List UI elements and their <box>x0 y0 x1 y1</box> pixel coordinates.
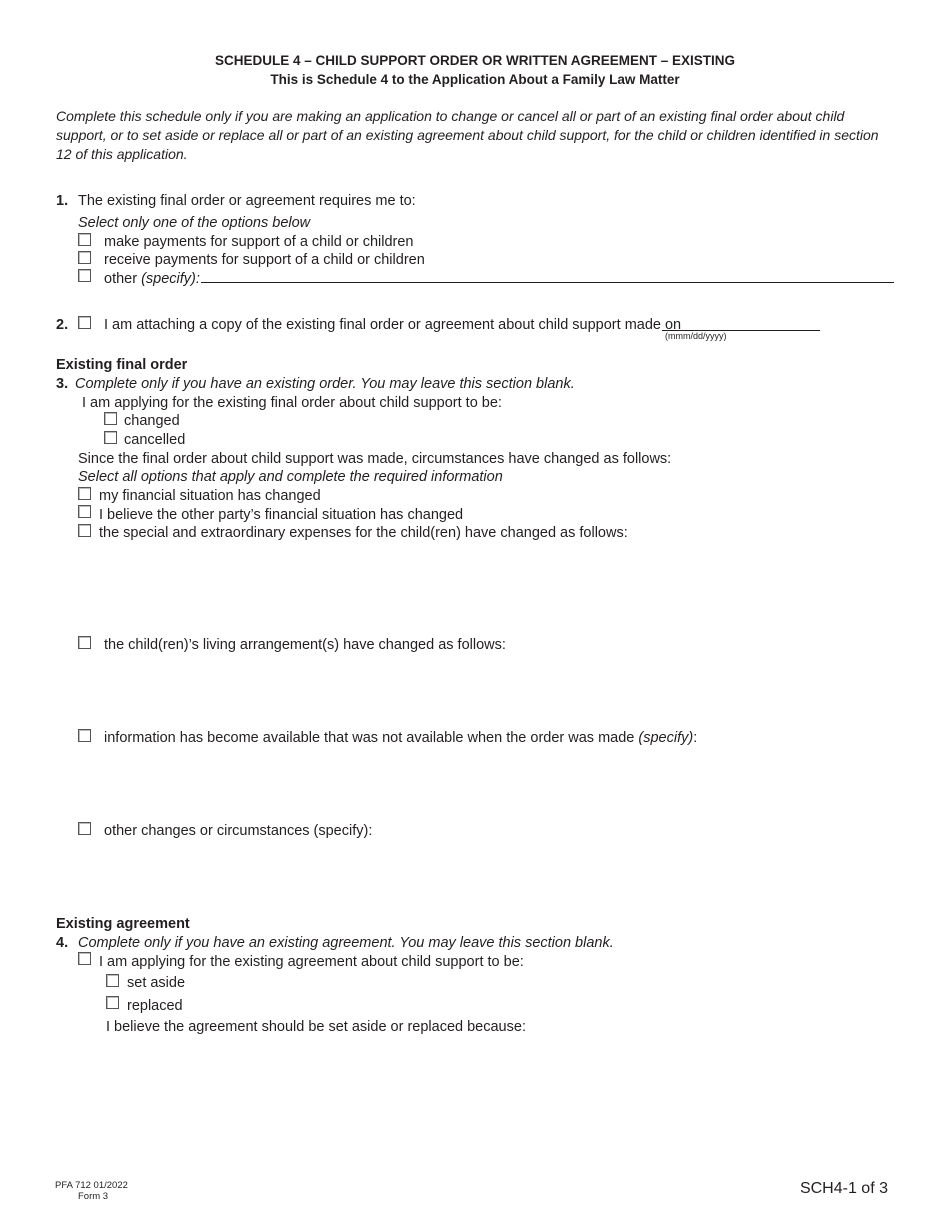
section4-because: I believe the agreement should be set aside or replaced because: <box>106 1019 526 1035</box>
change-new-information-label: information has become available that was not available when the order was made <box>104 730 635 746</box>
form-title: SCHEDULE 4 – CHILD SUPPORT ORDER OR WRITTEN AGREEMENT – EXISTING <box>214 53 736 68</box>
checkbox-set-aside[interactable] <box>106 974 119 987</box>
checkbox-attaching-copy[interactable] <box>78 316 91 329</box>
change-new-information-specify: (specify) <box>638 730 694 746</box>
section3-since: Since the final order about child support was made, circumstances have changed as follows: <box>78 451 672 467</box>
section1-instruction: Select only one of the options below <box>78 215 311 231</box>
section3-number: 3. <box>56 376 69 392</box>
intro-text: Complete this schedule only if you are making an application to change or cancel all or part of an existing final order about child support, or to set aside or replace all or part of an existing agreement about child support, for the child or children identified in section 12 of this application. <box>56 108 879 162</box>
section4-applying: I am applying for the existing agreement about child support to be: <box>99 954 524 970</box>
change-new-information-colon: : <box>693 730 698 746</box>
option-other-specify: (specify): <box>141 271 200 287</box>
checkbox-receive-payments[interactable] <box>78 251 91 264</box>
section1-number: 1. <box>56 193 69 209</box>
section2-text: I am attaching a copy of the existing final order or agreement about child support made on <box>104 317 682 333</box>
change-my-financial: my financial situation has changed <box>99 488 321 504</box>
checkbox-replaced[interactable] <box>106 996 119 1009</box>
option-order-cancelled: cancelled <box>124 432 186 448</box>
section3-select-all: Select all options that apply and complete the required information <box>78 469 503 485</box>
checkbox-order-cancelled[interactable] <box>104 431 117 444</box>
section4-number: 4. <box>56 935 69 951</box>
section4-heading: Existing agreement <box>56 916 190 932</box>
option-set-aside: set aside <box>127 975 186 991</box>
checkbox-make-payments[interactable] <box>78 233 91 246</box>
checkbox-living-arrangements[interactable] <box>78 636 91 649</box>
change-new-information <box>104 730 697 746</box>
option-other <box>104 271 200 287</box>
checkbox-applying-agreement[interactable] <box>78 952 91 965</box>
checkbox-order-changed[interactable] <box>104 412 117 425</box>
option-make-payments: make payments for support of a child or children <box>104 234 414 250</box>
checkbox-my-financial[interactable] <box>78 487 91 500</box>
change-living-arrangements: the child(ren)’s living arrangement(s) have changed as follows: <box>104 637 506 653</box>
change-special-expenses: the special and extraordinary expenses for the child(ren) have changed as follows: <box>99 525 628 541</box>
option-other-label: other <box>104 271 138 287</box>
section3-heading: Existing final order <box>56 357 188 373</box>
option-order-changed: changed <box>124 413 180 429</box>
page-number: SCH4-1 of 3 <box>799 1180 888 1197</box>
form-subtitle: This is Schedule 4 to the Application About a Family Law Matter <box>270 72 680 87</box>
change-other-circumstances: other changes or circumstances (specify): <box>104 823 373 839</box>
section3-instruction: Complete only if you have an existing order. You may leave this section blank. <box>75 376 575 392</box>
section2-number: 2. <box>56 317 69 333</box>
change-other-party-financial: I believe the other party’s financial situation has changed <box>99 507 464 523</box>
form-code: PFA 712 01/2022 <box>55 1180 128 1191</box>
section4-instruction: Complete only if you have an existing agreement. You may leave this section blank. <box>78 935 614 951</box>
option-receive-payments: receive payments for support of a child or children <box>104 252 425 268</box>
form-number: Form 3 <box>78 1191 109 1202</box>
date-format-hint: (mmm/dd/yyyy) <box>665 331 727 341</box>
checkbox-other[interactable] <box>78 269 91 282</box>
checkbox-special-expenses[interactable] <box>78 524 91 537</box>
checkbox-other-party-financial[interactable] <box>78 505 91 518</box>
checkbox-other-changes[interactable] <box>78 822 91 835</box>
other-specify-field[interactable] <box>201 282 894 283</box>
checkbox-new-information[interactable] <box>78 729 91 742</box>
option-replaced: replaced <box>127 998 183 1014</box>
section1-question: The existing final order or agreement requires me to: <box>78 193 416 209</box>
section3-applying: I am applying for the existing final order about child support to be: <box>82 395 502 411</box>
